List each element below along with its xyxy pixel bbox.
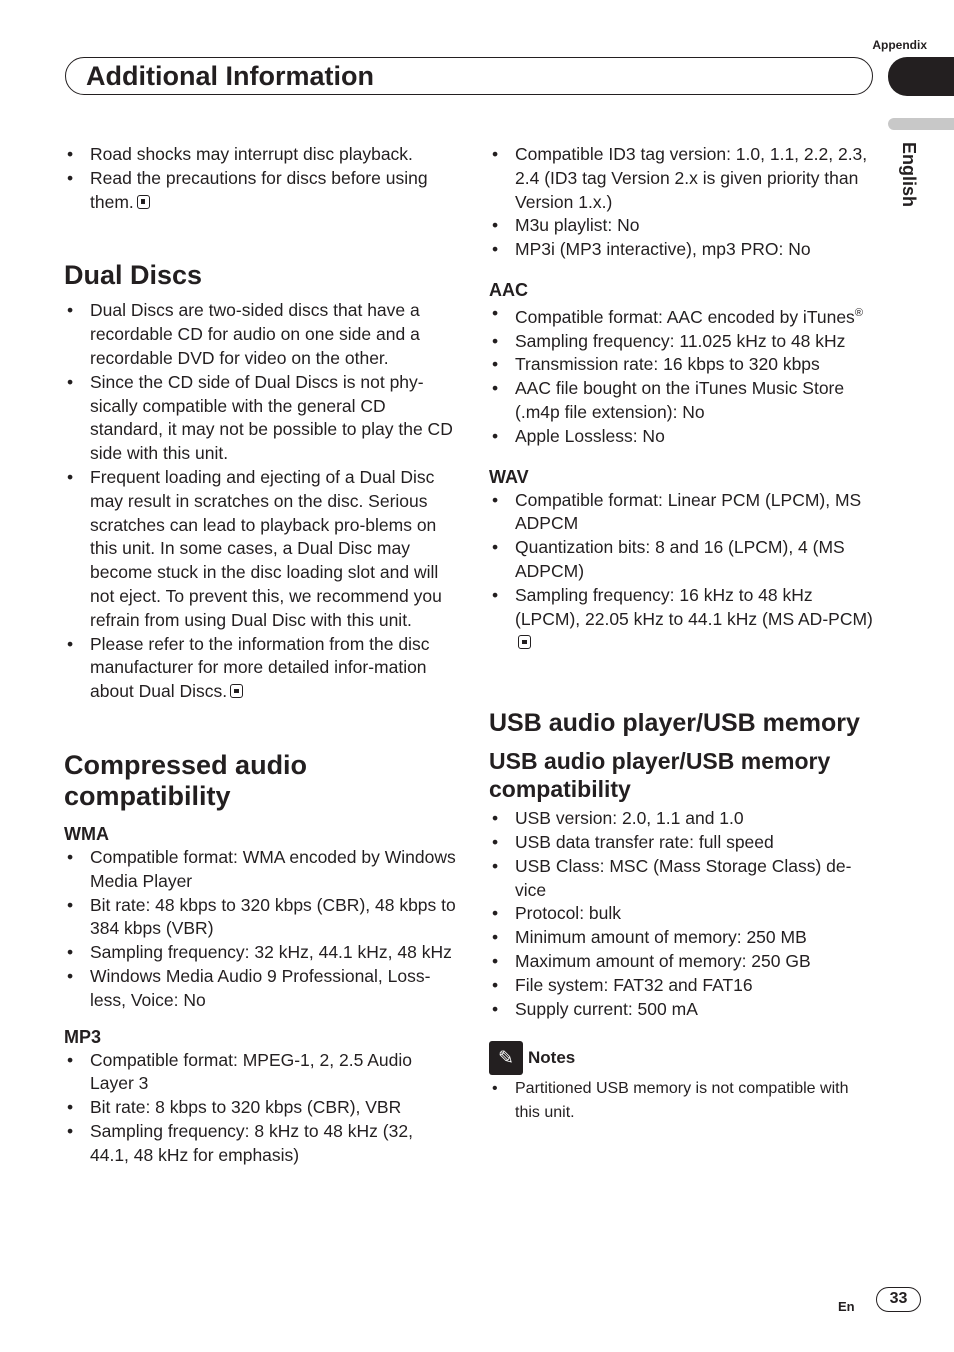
list-item: • Compatible ID3 tag version: 1.0, 1.1, 2.2, 2.3, 2.4 (ID3 tag Version 2.x is given priority than Version 1.x.) (489, 143, 873, 214)
section-tab (888, 57, 954, 96)
notes-label: Notes (528, 1048, 576, 1068)
list-item: • File system: FAT32 and FAT16 (489, 974, 873, 998)
notes-list (489, 1077, 873, 1124)
registered-mark: ® (854, 306, 863, 319)
list-item: • Sampling frequency: 11.025 kHz to 48 kHz (489, 330, 873, 354)
list-item: • Bit rate: 48 kbps to 320 kbps (CBR), 48 kbps to 384 kbps (VBR) (64, 894, 456, 942)
list-item: • Windows Media Audio 9 Professional, Loss-less, Voice: No (64, 965, 456, 1013)
page-number: 33 (876, 1287, 921, 1312)
end-mark-icon (137, 195, 150, 209)
list-item: • Dual Discs are two-sided discs that have a recordable CD for audio on one side and a recordable DVD for video on the other. (64, 299, 456, 370)
list-item: • Please refer to the information from the disc manufacturer for more detailed infor-mation about Dual Discs. (64, 633, 456, 704)
list-item: • USB data transfer rate: full speed (489, 831, 873, 855)
appendix-label: Appendix (872, 38, 927, 52)
language-code: En (838, 1299, 855, 1314)
subheading-mp3: MP3 (64, 1026, 102, 1047)
end-mark-icon (230, 684, 243, 698)
list-item: • Sampling frequency: 8 kHz to 48 kHz (32, 44.1, 48 kHz for emphasis) (64, 1120, 456, 1168)
list-item: • Compatible format: Linear PCM (LPCM), MS ADPCM (489, 489, 873, 537)
right-column (489, 143, 873, 1124)
wma-list (64, 846, 456, 1013)
usb-list (489, 807, 873, 1021)
list-item: • Sampling frequency: 32 kHz, 44.1 kHz, 48 kHz (64, 941, 456, 965)
section-heading-dual-discs: Dual Discs (64, 260, 203, 291)
header-bar (65, 57, 873, 95)
mp3-continued-list (489, 143, 873, 262)
mp3-list (64, 1049, 456, 1168)
list-item: • Supply current: 500 mA (489, 998, 873, 1022)
subheading-wma: WMA (64, 823, 109, 844)
list-item: • Apple Lossless: No (489, 425, 873, 449)
subheading-usb-compatibility: USB audio player/USB memory compatibility (489, 748, 831, 803)
list-item: • Partitioned USB memory is not compatible with this unit. (489, 1077, 873, 1124)
language-tab-marker (888, 118, 954, 130)
intro-list (64, 143, 456, 214)
subheading-aac: AAC (489, 279, 528, 300)
section-heading-usb: USB audio player/USB memory (489, 709, 860, 738)
wav-list (489, 489, 873, 656)
list-item: • Bit rate: 8 kbps to 320 kbps (CBR), VBR (64, 1096, 456, 1120)
language-label: English (899, 142, 919, 208)
list-item: • Compatible format: MPEG-1, 2, 2.5 Audio Layer 3 (64, 1049, 456, 1097)
list-item: • Protocol: bulk (489, 902, 873, 926)
list-item: • Since the CD side of Dual Discs is not phy-sically compatible with the general CD standard, it may not be possible to play the CD side with this unit. (64, 371, 456, 466)
list-item: • MP3i (MP3 interactive), mp3 PRO: No (489, 238, 873, 262)
list-item: • USB Class: MSC (Mass Storage Class) de-vice (489, 855, 873, 903)
end-mark-icon (518, 635, 531, 649)
section-heading-compressed-audio: Compressed audio compatibility (64, 749, 308, 811)
list-item: • AAC file bought on the iTunes Music Store (.m4p file extension): No (489, 377, 873, 425)
list-item: • Transmission rate: 16 kbps to 320 kbps (489, 353, 873, 377)
list-item: • Sampling frequency: 16 kHz to 48 kHz (LPCM), 22.05 kHz to 44.1 kHz (MS AD-PCM) (489, 584, 873, 655)
list-item: • Maximum amount of memory: 250 GB (489, 950, 873, 974)
page-title: Additional Information (86, 61, 374, 91)
notes-header (489, 1041, 873, 1075)
dual-discs-list (64, 299, 456, 704)
list-item: • Minimum amount of memory: 250 MB (489, 926, 873, 950)
left-column (64, 143, 456, 1168)
list-item: • Read the precautions for discs before using them. (64, 167, 456, 215)
list-item: • Quantization bits: 8 and 16 (LPCM), 4 (MS ADPCM) (489, 536, 873, 584)
list-item: • Compatible format: AAC encoded by iTunes® (489, 302, 873, 330)
subheading-wav: WAV (489, 466, 529, 487)
pencil-icon: ✎ (489, 1041, 523, 1075)
list-item: • Road shocks may interrupt disc playback. (64, 143, 456, 167)
list-item: • M3u playlist: No (489, 214, 873, 238)
list-item: • Frequent loading and ejecting of a Dual Disc may result in scratches on the disc. Serious scratches can lead to playback pro-blems on this unit. In some cases, a Dual Disc may become stuck in the disc loading slot and will not eject. To prevent this, we recommend you refrain from using Dual Disc with this unit. (64, 466, 456, 633)
aac-list (489, 302, 873, 449)
list-item: • USB version: 2.0, 1.1 and 1.0 (489, 807, 873, 831)
list-item: • Compatible format: WMA encoded by Windows Media Player (64, 846, 456, 894)
